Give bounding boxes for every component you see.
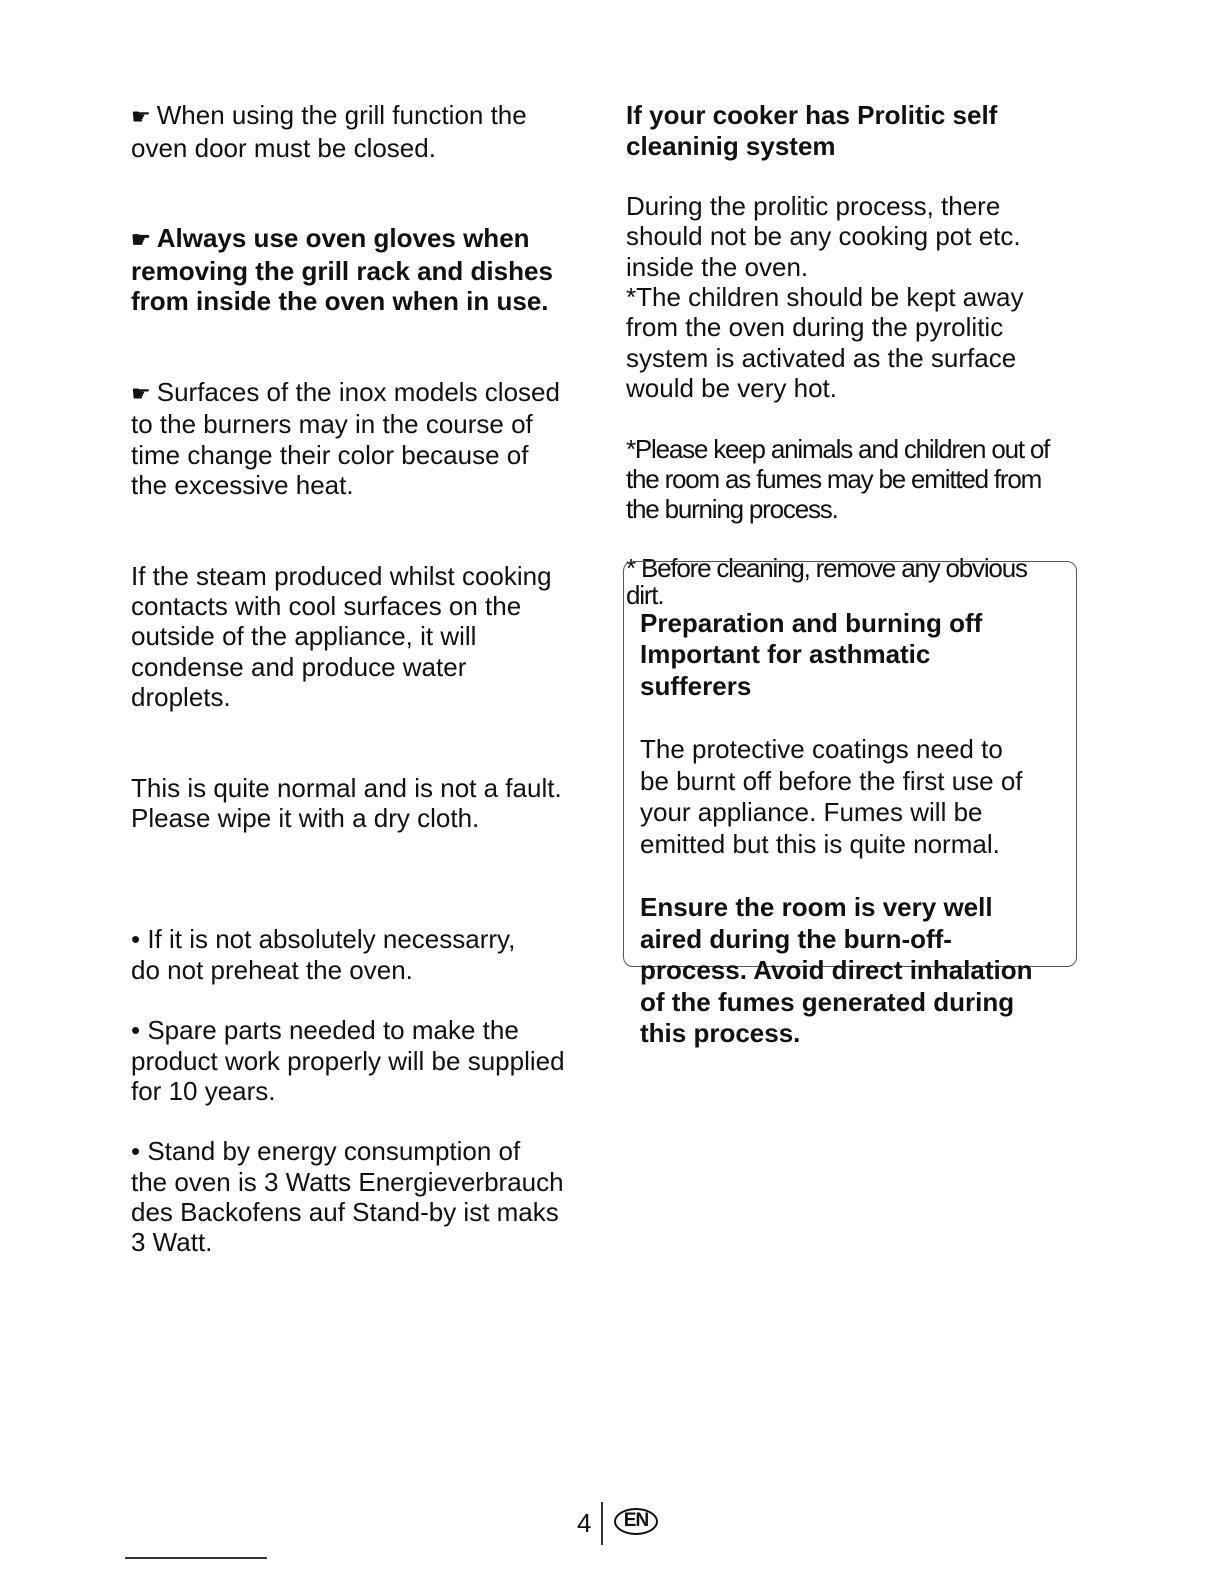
note-text: When using the grill function the oven door must be closed. <box>131 100 527 163</box>
inox-note <box>131 377 601 500</box>
footer-divider <box>601 1502 603 1545</box>
right-column <box>626 70 1096 639</box>
page-number: 4 <box>577 1508 592 1538</box>
left-column <box>131 70 601 1318</box>
bullet-item: • If it is not absolutely necessarry, do not preheat the oven. <box>131 924 516 985</box>
pointing-hand-icon: ☛ <box>131 104 151 130</box>
bullet-item: • Stand by energy consumption of the oven is 3 Watts Energieverbrauch des Backofens auf Stand-by ist maks 3 Watt. <box>131 1136 564 1258</box>
warning-text: Always use oven gloves when removing the grill rack and dishes from inside the oven when in use. <box>131 223 553 317</box>
steam-paragraph: If the steam produced whilst cooking contacts with cool surfaces on the outside of the appliance, it will condense and produce water droplets. <box>131 560 552 712</box>
cleaning-note: * Before cleaning, remove any obvious dirt. <box>626 552 1027 610</box>
pointing-hand-icon: ☛ <box>131 227 151 253</box>
burn-off-notice-box <box>623 561 1077 1049</box>
note-text: Surfaces of the inox models closed to the burners may in the course of time change their color because of the excessive heat. <box>131 376 560 500</box>
language-badge: EN <box>614 1508 658 1535</box>
bullet-item: • Spare parts needed to make the product work properly will be supplied for 10 years. <box>131 1015 565 1106</box>
box-body: The protective coatings need to be burnt off before the first use of your appliance. Fumes will be emitted but this is quite normal. <box>640 733 1023 859</box>
pyrolytic-heading: If your cooker has Prolitic self cleaninig system <box>626 100 998 161</box>
box-warning: Ensure the room is very well aired during the burn-off- process. Avoid direct inhalation of the fumes generated during this process. <box>640 891 1033 1049</box>
fumes-note: *Please keep animals and children out of the room as fumes may be emitted from the burning process. <box>626 433 1050 525</box>
grill-door-note <box>131 100 601 163</box>
gloves-warning <box>131 223 601 316</box>
footer-rule <box>125 1557 267 1559</box>
box-heading: Preparation and burning off Important for asthmatic sufferers <box>640 607 983 701</box>
normal-paragraph: This is quite normal and is not a fault. Please wipe it with a dry cloth. <box>131 772 562 834</box>
pyrolytic-text: During the prolitic process, there should not be any cooking pot etc. inside the oven. *The children should be kept away from the oven during the pyrolitic system is activated as the surface would be very hot. <box>626 191 1024 403</box>
bullet-list <box>131 894 601 1288</box>
pointing-hand-icon: ☛ <box>131 380 151 406</box>
